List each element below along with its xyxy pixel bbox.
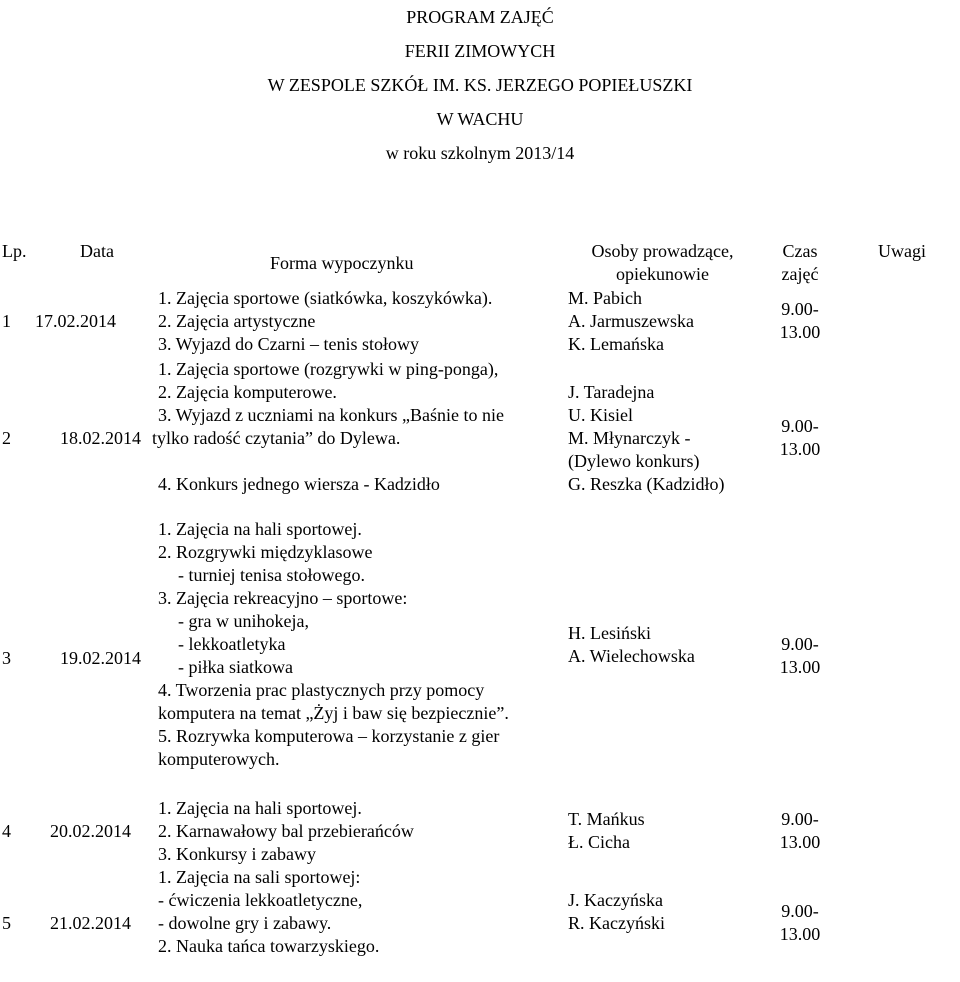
activity-list — [158, 518, 509, 771]
person-name: A. Jarmuszewska — [568, 311, 694, 331]
row-date: 21.02.2014 — [50, 913, 131, 933]
header-persons — [570, 240, 755, 286]
row-date: 18.02.2014 — [60, 428, 141, 448]
header-form: Forma wypoczynku — [270, 253, 414, 273]
activity-list — [158, 866, 379, 958]
time-end: 13.00 — [779, 832, 821, 852]
title-line: W ZESPOLE SZKÓŁ IM. KS. JERZEGO POPIEŁUSZKI — [267, 75, 693, 95]
time-end: 13.00 — [779, 439, 821, 459]
header-time-line: zajęć — [781, 264, 819, 284]
activity-line: 1. Zajęcia sportowe (rozgrywki w ping-ponga), — [158, 359, 499, 379]
person-name: J. Kaczyńska — [568, 890, 663, 910]
activity-list — [152, 358, 504, 496]
persons-list — [568, 808, 645, 854]
header-persons-line: opiekunowie — [616, 264, 709, 284]
activity-line: komputera na temat „Żyj i baw się bezpiecznie”. — [158, 703, 509, 723]
activity-line: 2. Karnawałowy bal przebierańców — [158, 821, 414, 841]
time-range — [760, 298, 840, 344]
header-lp: Lp. — [2, 241, 27, 261]
activity-line: 1. Zajęcia na sali sportowej: — [158, 867, 361, 887]
person-name: K. Lemańska — [568, 334, 664, 354]
activity-line: 4. Tworzenia prac plastycznych przy pomocy — [158, 680, 485, 700]
activity-line: - gra w unihokeja, — [178, 611, 309, 631]
person-name: J. Taradejna — [568, 382, 655, 402]
activity-line: 3. Wyjazd do Czarni – tenis stołowy — [158, 334, 420, 354]
title-line: FERII ZIMOWYCH — [404, 41, 556, 61]
person-name: U. Kisiel — [568, 405, 633, 425]
person-name: H. Lesiński — [568, 623, 651, 643]
time-start: 9.00- — [781, 299, 819, 319]
activity-line: - turniej tenisa stołowego. — [178, 565, 365, 585]
document-title — [0, 2, 960, 172]
person-name: T. Mańkus — [568, 809, 645, 829]
person-name: A. Wielechowska — [568, 646, 695, 666]
activity-line: tylko radość czytania” do Dylewa. — [152, 428, 401, 448]
time-end: 13.00 — [779, 657, 821, 677]
activity-line: 2. Nauka tańca towarzyskiego. — [158, 936, 380, 956]
row-lp: 5 — [2, 913, 11, 933]
person-name: R. Kaczyński — [568, 913, 665, 933]
activity-line: - ćwiczenia lekkoatletyczne, — [158, 890, 363, 910]
persons-list — [568, 889, 665, 935]
time-start: 9.00- — [781, 809, 819, 829]
activity-line: - dowolne gry i zabawy. — [158, 913, 332, 933]
activity-line: 1. Zajęcia sportowe (siatkówka, koszykówka). — [158, 288, 493, 308]
activity-line: 3. Konkursy i zabawy — [158, 844, 316, 864]
row-date: 17.02.2014 — [35, 311, 116, 331]
title-line: PROGRAM ZAJĘĆ — [406, 7, 554, 27]
header-time — [760, 240, 840, 286]
header-date: Data — [80, 241, 114, 261]
time-end: 13.00 — [779, 924, 821, 944]
time-start: 9.00- — [781, 416, 819, 436]
activity-line: 2. Zajęcia komputerowe. — [158, 382, 337, 402]
activity-line: 5. Rozrywka komputerowa – korzystanie z gier — [158, 726, 500, 746]
time-range — [760, 900, 840, 946]
row-lp: 2 — [2, 428, 11, 448]
activity-line — [158, 450, 504, 473]
header-time-line: Czas — [782, 241, 818, 261]
person-name: (Dylewo konkurs) — [568, 451, 700, 471]
title-line: w roku szkolnym 2013/14 — [385, 143, 575, 163]
activity-list — [158, 287, 492, 356]
persons-list — [568, 622, 695, 668]
person-name: G. Reszka (Kadzidło) — [568, 474, 725, 494]
title-line: W WACHU — [436, 109, 524, 129]
persons-list — [568, 287, 694, 356]
activity-line: - piłka siatkowa — [178, 657, 293, 677]
time-range — [760, 633, 840, 679]
activity-line: 1. Zajęcia na hali sportowej. — [158, 798, 362, 818]
row-date: 20.02.2014 — [50, 821, 131, 841]
header-persons-line: Osoby prowadzące, — [591, 241, 734, 261]
time-end: 13.00 — [779, 322, 821, 342]
activity-line: 3. Wyjazd z uczniami na konkurs „Baśnie to nie — [158, 405, 504, 425]
time-range — [760, 415, 840, 461]
row-date: 19.02.2014 — [60, 648, 141, 668]
activity-line: 2. Rozgrywki międzyklasowe — [158, 542, 373, 562]
activity-line: komputerowych. — [158, 749, 280, 769]
activity-line: 4. Konkurs jednego wiersza - Kadzidło — [158, 474, 440, 494]
person-name: Ł. Cicha — [568, 832, 630, 852]
time-start: 9.00- — [781, 634, 819, 654]
person-name: M. Pabich — [568, 288, 642, 308]
activity-line: - lekkoatletyka — [178, 634, 286, 654]
activity-line: 1. Zajęcia na hali sportowej. — [158, 519, 362, 539]
activity-line: 2. Zajęcia artystyczne — [158, 311, 316, 331]
activity-list — [158, 797, 414, 866]
row-lp: 1 — [2, 311, 11, 331]
persons-list — [568, 381, 724, 496]
activity-line: 3. Zajęcia rekreacyjno – sportowe: — [158, 588, 408, 608]
time-range — [760, 808, 840, 854]
header-notes: Uwagi — [878, 241, 926, 261]
row-lp: 4 — [2, 821, 11, 841]
row-lp: 3 — [2, 648, 11, 668]
time-start: 9.00- — [781, 901, 819, 921]
person-name: M. Młynarczyk - — [568, 428, 691, 448]
